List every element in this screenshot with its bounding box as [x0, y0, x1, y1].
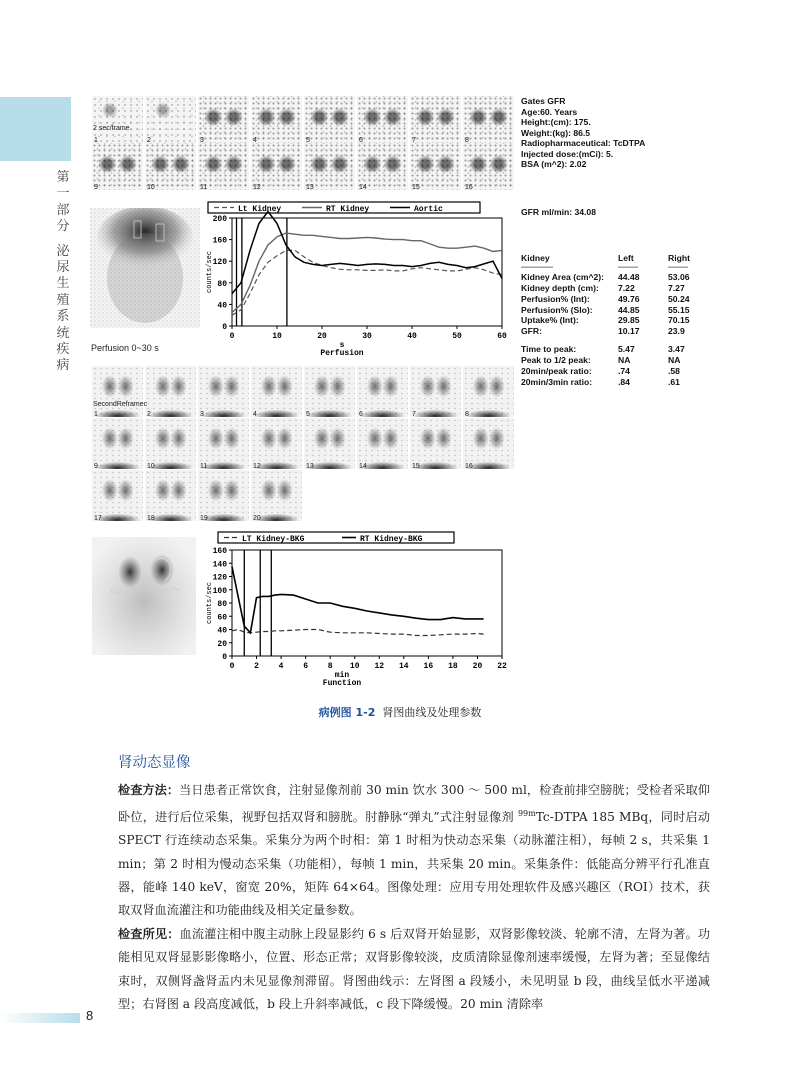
gates-param-line: Weight:(kg): 86.5 [521, 127, 591, 138]
second-frame [251, 470, 302, 521]
chapter-tab [0, 97, 71, 161]
side-char: 第 [56, 170, 70, 185]
table-row [521, 376, 718, 387]
second-frame [198, 366, 249, 417]
gates-params [521, 96, 645, 170]
kidney-table-cell: Peak to 1/2 peak: [521, 355, 591, 366]
frame-number: 4 [253, 411, 257, 417]
gates-param-line: Injected dose:(mCi): 5. [521, 148, 614, 159]
x-tick-label: 6 [303, 662, 309, 671]
y-axis-label: counts/sec [206, 250, 214, 294]
side-char: 殖 [56, 292, 70, 308]
second-frame [410, 418, 461, 469]
x-tick-label: 20 [472, 662, 483, 671]
kidney-table-cell: Uptake% (Int): [521, 315, 579, 326]
second-frame [145, 366, 196, 417]
chapter-side-label [55, 170, 71, 375]
body-text [118, 779, 710, 1016]
side-char: 疾 [56, 342, 70, 358]
caption-text: 肾图曲线及处理参数 [382, 706, 482, 719]
legend-label: RT Kidney [326, 205, 370, 214]
kidney-table-cell: Kidney depth (cm): [521, 282, 599, 293]
series-line-aortic [232, 212, 502, 294]
second-frame [410, 366, 461, 417]
kidney-table-cell: .84 [618, 376, 630, 387]
y-tick-label: 40 [217, 301, 227, 311]
kidney-table-timing [521, 344, 718, 387]
second-frame [357, 418, 408, 469]
second-frame-grid [92, 366, 514, 521]
gates-param-line: Height:(cm): 175. [521, 117, 591, 127]
kidney-table-header: Left [618, 253, 634, 264]
legend-label: LT Kidney-BKG [242, 535, 305, 544]
kidney-table-cell: Time to peak: [521, 344, 577, 355]
y-tick-label: 200 [212, 215, 227, 224]
page-number: 8 [86, 1008, 94, 1023]
kidney-table-cell: 5.47 [618, 344, 635, 355]
section-title: 肾动态显像 [118, 755, 191, 771]
gates-frame [92, 143, 143, 190]
plot-frame [232, 550, 502, 656]
table-row [521, 272, 718, 283]
kidney-table-cell: GFR: [521, 326, 543, 337]
kidney-table-cell: 3.47 [668, 344, 685, 355]
second-frame [92, 366, 143, 417]
side-char: 泌 [56, 243, 70, 259]
y-tick-label: 160 [212, 547, 227, 556]
x-tick-label: 30 [362, 332, 372, 341]
side-char: 统 [56, 325, 70, 341]
gates-frame [198, 143, 249, 190]
side-char: 部 [56, 202, 70, 218]
side-char: 系 [56, 309, 70, 325]
kidney-table-header: ---------- [618, 264, 638, 271]
frame-number: 2 [147, 137, 151, 143]
chart-title: Function [322, 679, 362, 688]
kidney-table-cell: 55.15 [668, 304, 690, 315]
frame-number: 17 [94, 515, 102, 521]
x-tick-label: 0 [229, 662, 235, 671]
side-char: 生 [56, 276, 70, 292]
frame-number: 16 [465, 463, 473, 469]
x-tick-label: 40 [407, 332, 417, 341]
y-tick-label: 20 [217, 639, 227, 649]
gates-frame [410, 143, 461, 190]
series-line-rt-kidney [232, 233, 502, 312]
y-tick-label: 100 [212, 586, 227, 596]
chart-title: Perfusion [320, 349, 364, 358]
frame-number: 15 [412, 463, 420, 469]
series-line-lt-kidney [232, 250, 502, 315]
second-frame [92, 470, 143, 521]
table-row [521, 293, 718, 304]
perfusion-summed-image [90, 208, 200, 328]
function-image-svg [92, 537, 196, 655]
kidney-table-cell: 50.24 [668, 293, 690, 304]
x-tick-label: 2 [254, 662, 259, 671]
kidney-table-cell: 49.76 [618, 293, 640, 304]
frame-number: 2 [147, 411, 151, 417]
method-text-b: Tc-DTPA 185 MBq，同时启动 SPECT 行连续动态采集。采集分为两个时相：第 1 时相为快动态采集（动脉灌注相），每帧 2 s，共采集 1 min；第 2 时相为慢动态采集（功能相），每帧 1 min，共采集 20 min。采集条件：低能高分辨平行孔准直器，能峰 140 keV，窗宽 20%，矩阵 64×64。图像处理：应用专用处理软件及感兴趣区（ROI）技术，获取双肾血流灌注和功能曲线及相关定量参数。 [118, 810, 711, 918]
series-line-rt-kidney-bkg [232, 567, 484, 633]
frame-number: 3 [200, 411, 204, 417]
frame-number: 18 [147, 515, 155, 521]
gates-param-line: Radiopharmaceutical: TcDTPA [521, 138, 646, 148]
x-tick-label: 20 [317, 332, 327, 341]
kidney-table-cell: 70.15 [668, 315, 690, 326]
frame-number: 7 [412, 137, 416, 143]
x-tick-label: 50 [452, 332, 462, 341]
frame-number: 16 [465, 184, 473, 190]
table-row [521, 283, 718, 294]
y-tick-label: 120 [212, 258, 227, 268]
frame-number: 14 [359, 184, 367, 190]
x-tick-label: 10 [349, 662, 360, 671]
function-chart [196, 530, 512, 692]
kidney-table-cell: Perfusion% (Int): [521, 293, 590, 304]
legend-label: Aortic [414, 205, 443, 214]
y-tick-label: 0 [222, 653, 227, 662]
x-tick-label: 14 [399, 662, 409, 671]
y-tick-label: 80 [217, 279, 227, 289]
second-frame [463, 366, 514, 417]
frame-number: 9 [94, 463, 98, 469]
frame-number: 14 [359, 463, 367, 469]
y-tick-label: 0 [222, 323, 227, 332]
gates-frame [145, 96, 196, 143]
second-frame [145, 470, 196, 521]
gates-frame [304, 143, 355, 190]
side-char: 病 [56, 358, 70, 374]
y-tick-label: 60 [217, 613, 227, 623]
y-tick-label: 140 [212, 560, 227, 570]
second-frame [304, 418, 355, 469]
kidney-table-cell: 44.48 [618, 272, 640, 283]
kidney-table-cell: NA [618, 355, 631, 366]
frame-number: 15 [412, 184, 420, 190]
y-tick-label: 40 [217, 626, 227, 636]
second-frame-label: SecondReframec [93, 401, 148, 408]
side-char: 分 [56, 219, 70, 235]
gates-frame [251, 143, 302, 190]
kidney-table-cell: NA [668, 355, 681, 366]
gates-param-line: Age:60. Years [521, 106, 578, 117]
table-row [521, 304, 718, 315]
y-tick-label: 160 [212, 236, 227, 246]
kidney-table-cell: 7.22 [618, 282, 635, 293]
kidney-table-cell: Kidney Area (cm^2): [521, 272, 605, 283]
table-row [521, 344, 718, 355]
frame-number: 9 [94, 184, 98, 190]
kidney-table-cell: 10.17 [618, 326, 640, 337]
y-axis-label: counts/sec [206, 581, 214, 625]
frame-number: 3 [200, 137, 204, 143]
x-axis-label: s [339, 341, 345, 350]
frame-number: 12 [253, 463, 261, 469]
gates-frame-grid [92, 96, 514, 190]
perfusion-chart [196, 200, 512, 360]
table-row [521, 326, 718, 337]
frame-number: 6 [359, 137, 363, 143]
table-row [521, 366, 718, 377]
findings-lead: 检查所见： [118, 927, 180, 942]
frame-number: 13 [306, 184, 314, 190]
x-tick-label: 16 [423, 662, 434, 671]
kidney-table-header: ---------------- [521, 264, 553, 271]
legend-label: RT Kidney-BKG [360, 535, 423, 544]
findings-text: 血流灌注相中腹主动脉上段显影约 6 s 后双肾开始显影，双肾影像较淡、轮廓不清，左肾为著。功能相见双肾显影影像略小，位置、形态正常；双肾影像较淡，皮质清除显像剂速率缓慢，左肾为著；至显像结束时，双侧肾盏肾盂内未见显像剂滞留。肾图曲线示：左肾图 a 段矮小，未见明显 b 段，曲线呈低水平递减型；右肾图 a 段高度减低，b 段上升斜率减低，c 段下降缓慢。20 min 清除率 [118, 927, 711, 1011]
series-line-lt-kidney-bkg [232, 630, 484, 636]
x-tick-label: 10 [272, 332, 282, 341]
frame-number: 11 [200, 463, 208, 469]
second-frame [198, 418, 249, 469]
method-text-a: 当日患者正常饮食，注射显像剂前 30 min 饮水 300 ～ 500 ml，检查前排空膀胱；受检者采取仰卧位，进行后位采集，视野包括双肾和膀胱。肘静脉“弹丸”式注射显像剂 [118, 783, 710, 825]
frame-number: 1 [94, 411, 98, 417]
kidney-table-cell: 20min/3min ratio: [521, 376, 593, 387]
x-tick-label: 12 [374, 662, 385, 671]
x-tick-label: 22 [497, 662, 507, 671]
method-lead: 检查方法： [118, 783, 180, 797]
second-frame [357, 366, 408, 417]
gates-frame [463, 96, 514, 143]
kidney-table-cell: .74 [618, 365, 630, 376]
plot-frame [232, 218, 502, 326]
second-frame [463, 418, 514, 469]
kidney-table-cell: .58 [668, 365, 680, 376]
frame-number: 8 [465, 411, 469, 417]
frame-number: 19 [200, 515, 208, 521]
x-tick-label: 0 [229, 332, 235, 341]
kidney-table-cell: Perfusion% (Slo): [521, 304, 593, 315]
gates-frame [357, 143, 408, 190]
frame-number: 6 [359, 411, 363, 417]
gates-frame-label: 2 sec/frame [93, 125, 130, 132]
kidney-table-header: Kidney [521, 253, 550, 264]
frame-number: 10 [147, 184, 155, 190]
paragraph-findings [118, 923, 710, 1016]
paragraph-method [118, 779, 710, 922]
x-tick-label: 60 [497, 332, 507, 341]
frame-number: 4 [253, 137, 257, 143]
kidney-table-cell: 20min/peak ratio: [521, 365, 592, 376]
kidney-table-cell: 53.06 [668, 272, 690, 283]
second-frame [251, 366, 302, 417]
frame-number: 10 [147, 463, 155, 469]
gates-frame [304, 96, 355, 143]
kidney-table-cell: .61 [668, 376, 680, 387]
frame-number: 12 [253, 184, 261, 190]
side-char: 一 [56, 186, 70, 202]
gates-frame [410, 96, 461, 143]
table-row [521, 355, 718, 366]
x-tick-label: 18 [448, 662, 458, 671]
gates-frame [251, 96, 302, 143]
x-axis-label: min [334, 671, 350, 680]
gates-frame [198, 96, 249, 143]
y-tick-label: 80 [217, 600, 227, 609]
footer-bar [0, 1013, 80, 1023]
table-row [521, 315, 718, 326]
second-frame [304, 366, 355, 417]
frame-number: 7 [412, 411, 416, 417]
perfusion-image-svg [90, 208, 200, 328]
gates-param-line: Gates GFR [521, 96, 566, 106]
gates-param-line: BSA (m^2): 2.02 [521, 159, 587, 169]
frame-number: 5 [306, 137, 310, 143]
kidney-table-header: Right [668, 253, 690, 264]
gates-frame [145, 143, 196, 190]
perfusion-image-label: Perfusion 0~30 s [91, 343, 159, 353]
gates-frame [357, 96, 408, 143]
y-tick-label: 120 [212, 573, 227, 583]
frame-number: 1 [94, 137, 98, 143]
isotope-superscript: 99m [517, 809, 536, 819]
kidney-table-cell: 44.85 [618, 304, 640, 315]
x-tick-label: 4 [278, 662, 284, 671]
kidney-table-cell: 23.9 [668, 326, 685, 337]
frame-number: 20 [253, 515, 261, 521]
kidney-table-cell: 29.85 [618, 315, 640, 326]
x-tick-label: 8 [327, 662, 333, 671]
gates-frame [463, 143, 514, 190]
second-frame [145, 418, 196, 469]
gates-frame [92, 96, 143, 143]
side-char: 尿 [56, 260, 70, 276]
legend-label: Lt Kidney [238, 205, 282, 214]
second-frame [198, 470, 249, 521]
kidney-table-cell: 7.27 [668, 282, 685, 293]
kidney-table [521, 253, 718, 337]
gfr-total: GFR ml/min: 34.08 [521, 207, 596, 217]
kidney-table-header: ---------- [668, 264, 688, 271]
caption-label: 病例图 1-2 [318, 706, 376, 719]
second-frame [251, 418, 302, 469]
frame-number: 13 [306, 463, 314, 469]
second-frame [92, 418, 143, 469]
frame-number: 8 [465, 137, 469, 143]
frame-number: 5 [306, 411, 310, 417]
frame-number: 11 [200, 184, 208, 190]
figure-caption [0, 704, 800, 720]
function-summed-image [92, 537, 196, 655]
